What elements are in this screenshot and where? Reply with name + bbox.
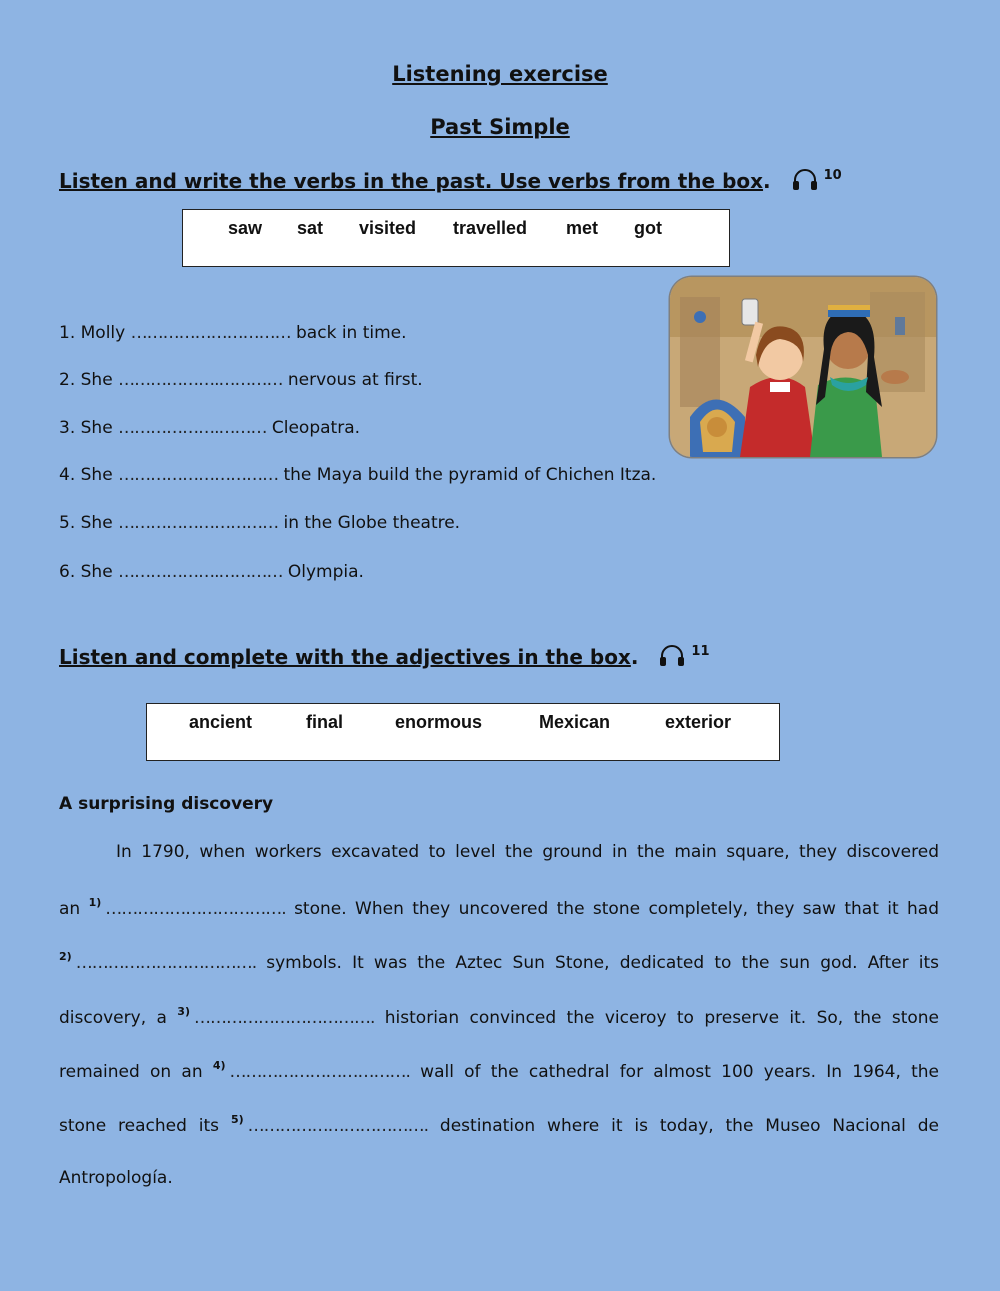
list-item: 3. She ……………….……… Cleopatra.	[59, 418, 361, 438]
list-item: 5. She ………………………… in the Globe theatre.	[59, 513, 461, 533]
verb-word: got	[634, 218, 662, 238]
page-subtitle: Past Simple	[430, 115, 570, 139]
verb-word: travelled	[453, 218, 528, 238]
answer-blank[interactable]: …………………………….	[229, 1062, 410, 1082]
answer-blank[interactable]: ……………….………	[118, 418, 267, 438]
paragraph-line: remained on an $^{4)}$ ……………………………. wall of the cathedral for almost 100 years. In 1964, the	[59, 1059, 940, 1082]
paragraph-line: $^{2)}$ ……………………………. symbols. It was the Aztec Sun Stone, dedicated to the sun god. After its	[59, 950, 939, 973]
track-number-11: 11	[691, 644, 710, 659]
adjective-word: Mexican	[539, 712, 611, 732]
answer-blank[interactable]: …………………………	[118, 465, 279, 485]
headphones-icon	[659, 645, 685, 667]
verb-word: visited	[359, 218, 417, 238]
answer-blank[interactable]: …………………………….	[247, 1116, 429, 1136]
adjective-word: ancient	[189, 712, 253, 732]
verb-box	[182, 209, 730, 267]
answer-blank[interactable]: ……………….…………	[118, 562, 283, 582]
exercise2-instruction-text: Listen and complete with the adjectives in the box	[59, 645, 631, 669]
answer-blank[interactable]: ……………….…………	[118, 370, 283, 390]
paragraph-line: In 1790, when workers excavated to level the ground in the main square, they discovered	[116, 842, 939, 862]
list-item: 1. Molly ………………………… back in time.	[59, 323, 407, 343]
paragraph-line: stone reached its $^{5)}$ ……………………………. destination where it is today, the Museo Nacional de	[59, 1113, 940, 1136]
answer-blank[interactable]: …………………………….	[105, 899, 286, 919]
answer-blank[interactable]: …………………………….	[75, 953, 257, 973]
verb-word: saw	[228, 218, 263, 238]
adjective-word: exterior	[665, 712, 732, 732]
adjective-word: enormous	[395, 712, 483, 732]
page-title: Listening exercise	[392, 62, 608, 86]
adjective-word: final	[306, 712, 344, 732]
answer-blank[interactable]: …………………………….	[193, 1008, 375, 1028]
exercise1-instruction-text: Listen and write the verbs in the past. Use verbs from the box	[59, 169, 764, 193]
list-item: 4. She ………………………… the Maya build the pyramid of Chichen Itza.	[59, 465, 657, 485]
answer-blank[interactable]: …………………………	[130, 323, 291, 343]
answer-blank[interactable]: …………………………	[118, 513, 279, 533]
paragraph-line: discovery, a $^{3)}$ ……………………………. historian convinced the viceroy to preserve it. So, the stone	[59, 1005, 940, 1028]
verb-word: met	[566, 218, 599, 238]
track-number-10: 10	[823, 168, 842, 183]
verb-word: sat	[297, 218, 324, 238]
adjective-box	[146, 703, 780, 761]
paragraph-line: an $^{1)}$ ……………………………. stone. When they uncovered the stone completely, they saw that it had	[59, 896, 939, 919]
headphones-icon	[792, 169, 818, 191]
section-subheading: A surprising discovery	[59, 794, 274, 814]
paragraph-line: Antropología.	[59, 1168, 173, 1188]
illustration-image	[670, 277, 936, 457]
exercise1-instruction: Listen and write the verbs in the past. Use verbs from the box. $^{10}$	[59, 168, 842, 193]
exercise2-instruction: Listen and complete with the adjectives in the box. $^{11}$	[59, 644, 710, 669]
list-item: 2. She ……………….………… nervous at first.	[59, 370, 423, 390]
list-item: 6. She ……………….………… Olympia.	[59, 562, 364, 582]
